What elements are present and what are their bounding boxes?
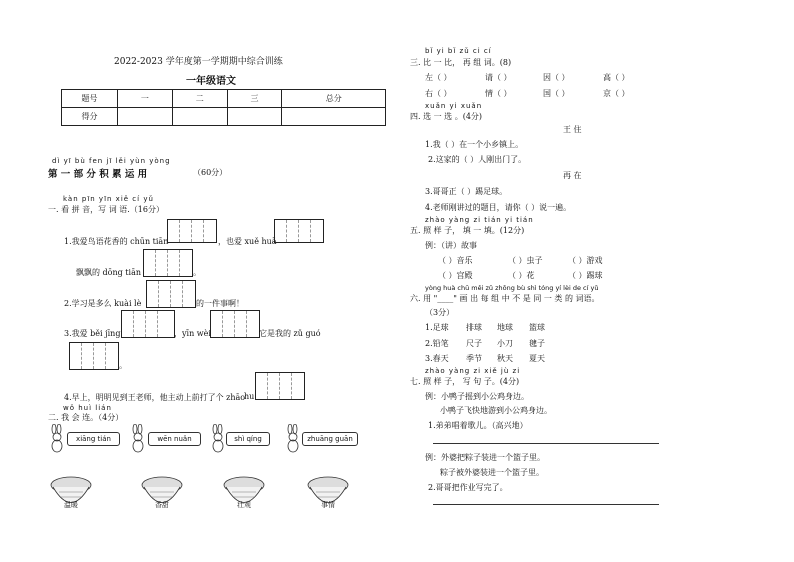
q7-s1: 1.弟弟唱着歌儿。（高兴地） [428, 421, 528, 430]
q4-pair1: 王 住 [563, 125, 582, 134]
basket-label: 事情 [321, 501, 335, 509]
word-bubble[interactable]: shì qíng [226, 432, 270, 446]
q7-ex1-alt: 小鸭子飞快地游到小公鸡身边。 [440, 406, 552, 415]
rabbit-icon [46, 424, 68, 454]
q1-s2b: 的一件事啊！ [196, 299, 244, 308]
q6-r1c3[interactable]: 毽子 [529, 339, 545, 348]
q1-s3b: ，yīn wèi [174, 329, 211, 338]
q4-pair2: 再 在 [563, 171, 582, 180]
part1-pinyin: dì yī bù fen jī lěi yùn yòng [52, 157, 171, 165]
basket[interactable] [47, 474, 95, 514]
q1-s3c: 它是我的 zǔ guó [259, 329, 321, 338]
q3-row2-0: 右（ ） [425, 89, 452, 98]
q5-row2-1: （ ）花 [508, 271, 535, 280]
part1-title: 第 一 部 分 积 累 运 用 [48, 169, 148, 180]
part1-points: （60分） [193, 168, 228, 177]
q6-pinyin: yòng huà chū měi zǔ zhōng bù shì tóng yí lèi de cí yǔ [425, 284, 599, 292]
answer-grid[interactable] [143, 249, 193, 277]
basket-label: 温暖 [64, 501, 78, 509]
q6-r0c1[interactable]: 排球 [466, 323, 482, 332]
answer-grid[interactable] [274, 219, 324, 243]
q6-r0c0[interactable]: 1.足球 [425, 323, 449, 332]
q6-r1c0[interactable]: 2.铅笔 [425, 339, 449, 348]
basket-label: 香甜 [155, 501, 169, 509]
q4-title: 四. 选 一 选 。(4分) [410, 112, 483, 121]
answer-grid[interactable] [146, 280, 196, 308]
word-bubble[interactable]: wēn nuǎn [148, 432, 201, 446]
header-cell: 二 [172, 90, 227, 108]
basket[interactable] [138, 474, 186, 514]
q4-s1: 1.我（ ）在一个小乡镇上。 [425, 140, 524, 149]
score-cell[interactable] [282, 108, 386, 126]
answer-line[interactable] [433, 443, 659, 444]
q7-ex2b: 粽子被外婆装进一个篮子里。 [440, 468, 544, 477]
q1-s4b: hu [244, 392, 255, 401]
q6-r2c0[interactable]: 3.春天 [425, 354, 449, 363]
table-row [62, 90, 386, 108]
q4-s2: 2.这家的（ ）人刚出门了。 [428, 155, 527, 164]
header-cell: 总分 [282, 90, 386, 108]
header-cell: 三 [227, 90, 282, 108]
q7-pinyin: zhào yàng zi xiě jù zi [425, 367, 521, 375]
q3-title: 三. 比 一 比， 再 组 词。(8) [410, 58, 512, 67]
page-title: 2022-2023 学年度第一学期期中综合训练 [114, 57, 283, 67]
rabbit-icon [127, 424, 149, 454]
q4-pinyin: xuǎn yi xuǎn [425, 102, 483, 110]
q6-r2c3[interactable]: 夏天 [529, 354, 545, 363]
q5-pinyin: zhào yàng zi tián yi tián [425, 216, 534, 224]
q5-title: 五. 照 样 子， 填 一 填。(12分) [410, 226, 525, 235]
q5-row1-2: （ ）游戏 [568, 256, 603, 265]
score-table [61, 89, 386, 126]
q2-pinyin: wǒ huì lián [63, 404, 112, 412]
q1-title: 一. 看 拼 音，写 词 语.（16分） [48, 205, 164, 214]
q5-row1-0: （ ）音乐 [438, 256, 473, 265]
basket-label: 壮观 [237, 501, 251, 509]
q5-example: 例：（讲）故事 [425, 241, 477, 250]
q1-s1c: 飘飘的 dōng tiān [76, 268, 141, 277]
word-bubble[interactable]: zhuāng guān [302, 432, 358, 446]
q1-s1b: ，也爱 xuě huā [218, 237, 277, 246]
q4-s3: 3.哥哥正（ ）踢足球。 [425, 187, 508, 196]
q7-title: 七. 照 样 子， 写 句 子。(4分) [410, 377, 520, 386]
q3-row1-0: 左（ ） [425, 73, 452, 82]
word-bubble[interactable]: xiāng tián [67, 432, 120, 446]
q1-s1a: 1.我爱鸟语花香的 chūn tiān [64, 237, 169, 246]
q3-row2-2: 国（ ） [543, 89, 570, 98]
answer-line[interactable] [433, 504, 659, 505]
q3-row1-2: 因（ ） [543, 73, 570, 82]
q6-points: （3分） [425, 308, 455, 317]
q3-row2-3: 京（ ） [603, 89, 630, 98]
q1-s3d: 。 [119, 361, 127, 370]
header-cell: 题号 [62, 90, 118, 108]
score-cell[interactable] [227, 108, 282, 126]
answer-grid[interactable] [255, 372, 305, 400]
q5-row2-0: （ ）宫殿 [438, 271, 473, 280]
q7-ex1: 例：小鸭子摇到小公鸡身边。 [425, 392, 529, 401]
score-cell[interactable] [118, 108, 173, 126]
answer-grid[interactable] [121, 310, 175, 338]
q6-title: 六. 用 "____" 画 出 每 组 中 不 是 同 一 类 的 词语。 [410, 294, 600, 303]
q5-row2-2: （ ）踢球 [568, 271, 603, 280]
table-row [62, 108, 386, 126]
q7-ex2: 例：外婆把粽子装进一个篮子里。 [425, 453, 545, 462]
q3-row2-1: 情（ ） [485, 89, 512, 98]
q4-s4: 4.老师刚讲过的题目，请你（ ）说一遍。 [425, 203, 572, 212]
basket[interactable] [304, 474, 352, 514]
page-subtitle: 一年级语文 [186, 76, 236, 87]
q6-r0c2[interactable]: 地球 [497, 323, 513, 332]
q3-pinyin: bǐ yi bǐ zǔ ci cí [425, 47, 492, 55]
q1-s1d: 。 [193, 268, 201, 277]
q5-row1-1: （ ）虫子 [508, 256, 543, 265]
answer-grid[interactable] [210, 310, 260, 338]
q7-s2: 2.哥哥把作业写完了。 [428, 483, 508, 492]
q6-r2c2[interactable]: 秋天 [497, 354, 513, 363]
q3-row1-3: 高（ ） [603, 73, 630, 82]
answer-grid[interactable] [69, 342, 119, 370]
q1-s2a: 2.学习是多么 kuài lè [64, 299, 142, 308]
q1-s3a: 3.我爱 běi jīng [64, 329, 121, 338]
q3-row1-1: 请（ ） [485, 73, 512, 82]
rabbit-icon [282, 424, 304, 454]
q1-pinyin: kàn pīn yīn xiě cí yǔ [63, 195, 154, 203]
q6-r1c1[interactable]: 尺子 [466, 339, 482, 348]
answer-grid[interactable] [167, 219, 217, 243]
q6-r0c3[interactable]: 篮球 [529, 323, 545, 332]
q6-r2c1[interactable]: 季节 [466, 354, 482, 363]
q6-r1c2[interactable]: 小刀 [497, 339, 513, 348]
q2-title: 二. 我 会 连。（4分） [48, 413, 124, 422]
row-label: 得分 [62, 108, 118, 126]
score-cell[interactable] [172, 108, 227, 126]
basket[interactable] [220, 474, 268, 514]
q1-s4a: 4.早上，明明见到王老师，他主动上前打了个 zhāo [64, 393, 246, 402]
header-cell: 一 [118, 90, 173, 108]
